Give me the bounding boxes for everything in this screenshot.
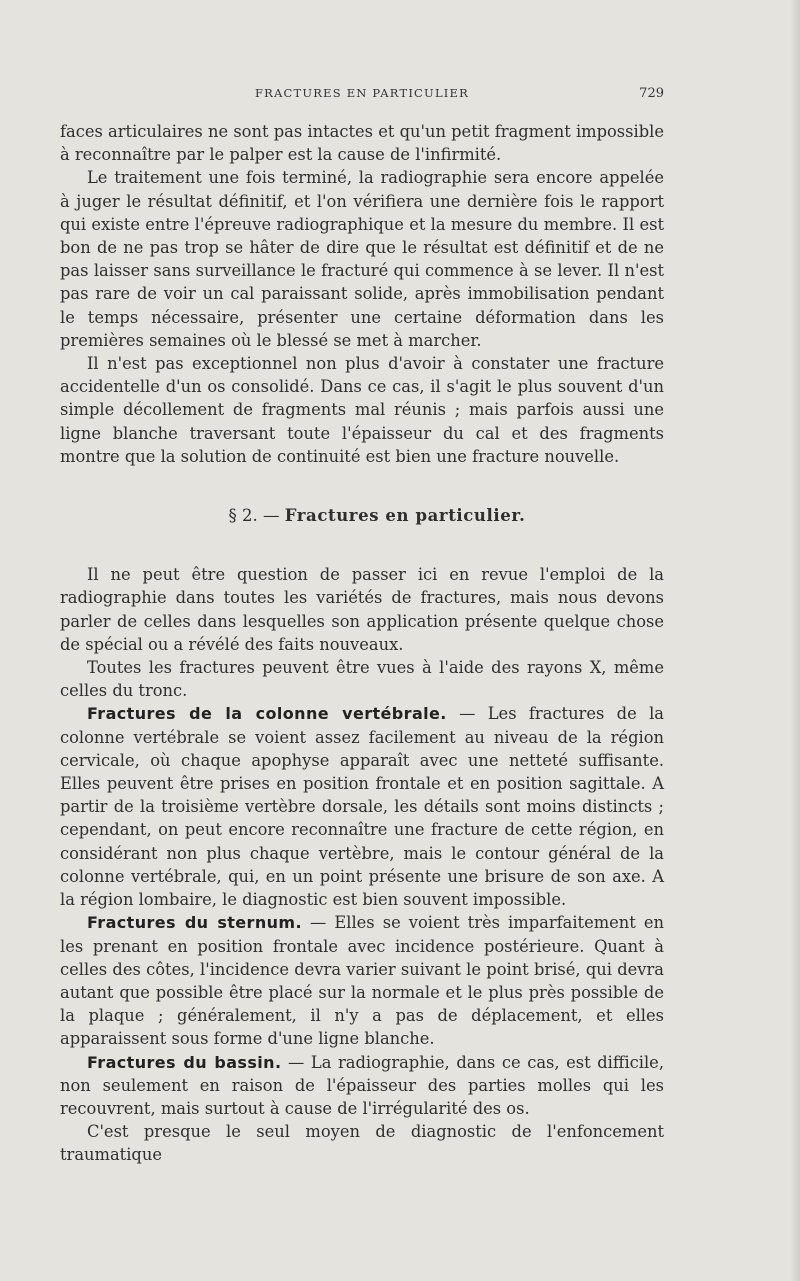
section-number: § 2. — xyxy=(228,506,280,526)
paragraph-1: faces articulaires ne sont pas intactes et qu'un petit fragment impossible à reconnaître par le palper est la cause de l'infirmité. xyxy=(60,122,664,165)
paragraph-9: C'est presque le seul moyen de diagnostic de l'enfoncement traumatique xyxy=(60,1122,664,1165)
run-in-heading-sternum: Fractures du sternum. xyxy=(87,913,302,933)
paragraph-bassin xyxy=(60,1051,664,1121)
paragraph-vertebral-text: — Les fractures de la colonne vertébrale se voient assez facilement au niveau de la région cervicale, où chaque apophyse apparaît avec une netteté suffisante. Elles peuvent être prises en position frontale et en position sagittale. A partir de la troisième vertèbre dorsale, les détails sont moins distincts ; cependant, on peut encore reconnaître une fracture de cette région, en considérant non plus chaque vertèbre, mais le contour général de la colonne vertébrale, qui, en un point présente une brisure de son axe. A la région lombaire, le diagnostic est bien souvent impossible. xyxy=(60,704,665,910)
paragraph-bassin-text: — La radiographie, dans ce cas, est difficile, non seulement en raison de l'épaisseur des parties molles qui les recouvrent, mais surtout à cause de l'irrégularité des os. xyxy=(60,1052,664,1118)
section-title: Fractures en particulier. xyxy=(284,506,526,526)
section-heading xyxy=(60,504,664,527)
run-in-heading-vertebral: Fractures de la colonne vertébrale. xyxy=(87,704,447,724)
page-number: 729 xyxy=(639,86,664,101)
paragraph-sternum xyxy=(60,911,664,1050)
page-header xyxy=(60,86,664,108)
paragraph-sternum-text: — Elles se voient très imparfaitement en les prenant en position frontale avec incidence postérieure. Quant à celles des côtes, l'incidence devra varier suivant le point brisé, qui devra autant que possible être placé sur la normale et le plus près possible de la plaque ; généralement, il n'y a pas de déplacement, et elles apparaissent sous forme d'une ligne blanche. xyxy=(60,913,665,1049)
paragraph-5: Toutes les fractures peuvent être vues à l'aide des rayons X, même celles du tronc. xyxy=(60,658,664,701)
body-text xyxy=(60,120,664,1167)
run-in-heading-bassin: Fractures du bassin. xyxy=(87,1052,282,1072)
running-title: FRACTURES EN PARTICULIER xyxy=(255,86,469,100)
paragraph-vertebral xyxy=(60,702,664,911)
paragraph-2: Le traitement une fois terminé, la radiographie sera encore appelée à juger le résultat définitif, et l'on vérifiera une dernière fois le rapport qui existe entre l'épreuve radiographique et la mesure du membre. Il est bon de ne pas trop se hâter de dire que le résultat est définitif et de ne pas laisser sans surveillance le fracturé qui commence à se lever. Il n'est pas rare de voir un cal paraissant solide, après immobilisation pendant le temps nécessaire, présenter une certaine déformation dans les premières semaines où le blessé se met à marcher. xyxy=(60,168,664,350)
paragraph-4: Il ne peut être question de passer ici en revue l'emploi de la radiographie dans toutes les variétés de fractures, mais nous devons parler de celles dans lesquelles son application présente quelque chose de spécial ou a révélé des faits nouveaux. xyxy=(60,565,664,654)
page-edge-shadow xyxy=(790,0,800,1281)
paragraph-3: Il n'est pas exceptionnel non plus d'avoir à constater une fracture accidentelle d'un os consolidé. Dans ce cas, il s'agit le plus souvent d'un simple décollement de fragments mal réunis ; mais parfois aussi une ligne blanche traversant toute l'épaisseur du cal et des fragments montre que la solution de continuité est bien une fracture nouvelle. xyxy=(60,354,664,466)
